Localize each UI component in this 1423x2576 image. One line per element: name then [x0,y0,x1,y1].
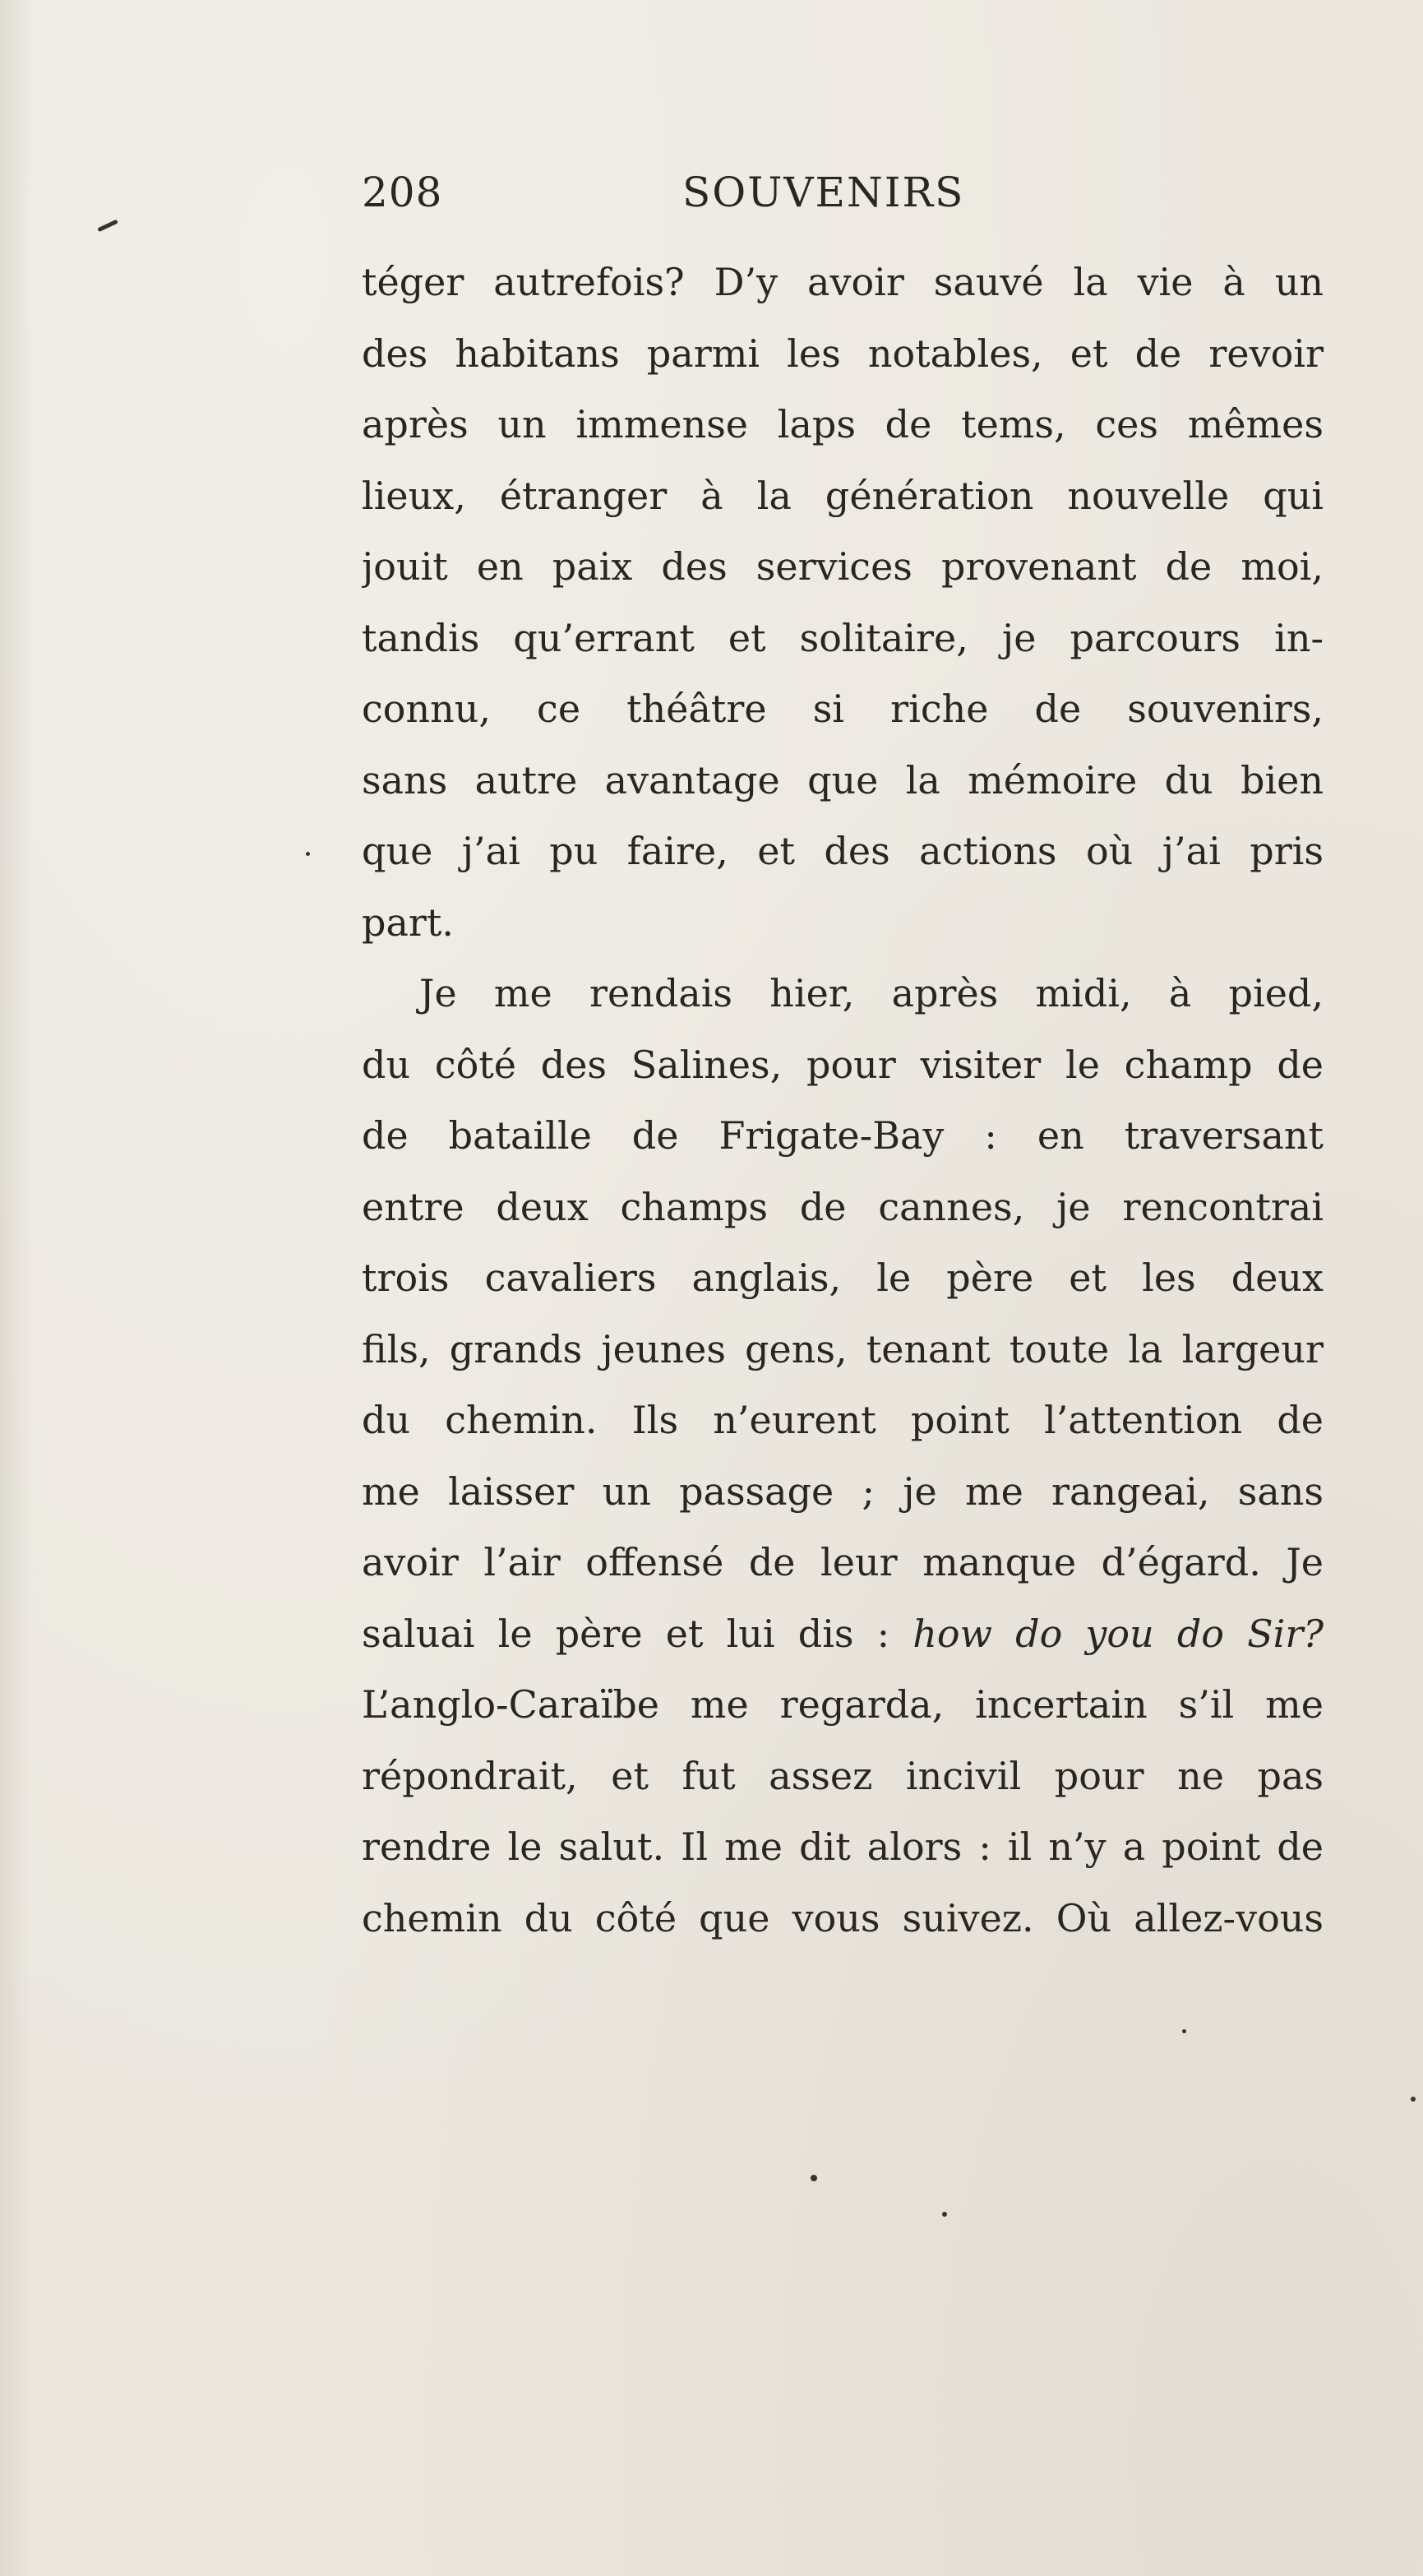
text-line: des habitans parmi les notables, et de revoir [362,331,1324,376]
text-line: Je me rendais hier, après midi, à pied, [419,971,1324,1015]
text-line: tandis qu’errant et solitaire, je parcours in- [362,615,1324,660]
ink-speck [1182,2029,1186,2033]
text-line: chemin du côté que vous suivez. Où allez-vous [362,1895,1324,1940]
running-head [362,169,1324,234]
text-line: entre deux champs de cannes, je rencontrai [362,1184,1324,1229]
page-number: 208 [362,169,443,216]
text-line: sans autre avantage que la mémoire du bien [362,757,1324,802]
text-line: L’anglo-Caraïbe me regarda, incertain s’il me [362,1682,1324,1727]
text-line: part. [362,900,454,945]
text-line-salutation [362,1598,1324,1670]
salutation-italic: how do you do Sir? [912,1611,1324,1656]
gutter-shadow [0,0,33,2576]
ink-speck [811,2175,817,2181]
text-line: répondrait, et fut assez incivil pour ne pas [362,1753,1324,1798]
text-line: connu, ce théâtre si riche de souvenirs, [362,687,1324,731]
text-line: du côté des Salines, pour visiter le champ de [362,1042,1324,1087]
body-text [362,247,1324,1973]
ink-speck [306,852,310,856]
text-line: me laisser un passage ; je me rangeai, sans [362,1468,1324,1514]
text-line: de bataille de Frigate-Bay : en traversant [362,1113,1324,1158]
text-line: téger autrefois? D’y avoir sauvé la vie à un [362,260,1324,304]
ink-speck [942,2212,947,2217]
text-line: lieux, étranger à la génération nouvelle qui [362,473,1324,518]
text-line: avoir l’air offensé de leur manque d’égard. Je [362,1540,1324,1584]
text-line: après un immense laps de tems, ces mêmes [362,402,1324,446]
ink-speck [97,220,118,233]
text-line: jouit en paix des services provenant de moi, [362,544,1324,589]
text-line: rendre le salut. Il me dit alors : il n’y a point de [362,1824,1324,1869]
text-line: que j’ai pu faire, et des actions où j’ai pris [362,829,1324,873]
ink-speck [1411,2097,1416,2102]
running-title: SOUVENIRS [682,169,965,216]
text-line: trois cavaliers anglais, le père et les deux [362,1256,1324,1300]
text-line: du chemin. Ils n’eurent point l’attention de [362,1398,1324,1442]
text-line: fils, grands jeunes gens, tenant toute la largeur [362,1326,1324,1371]
salutation-text: saluai le père et lui dis : [362,1611,913,1656]
